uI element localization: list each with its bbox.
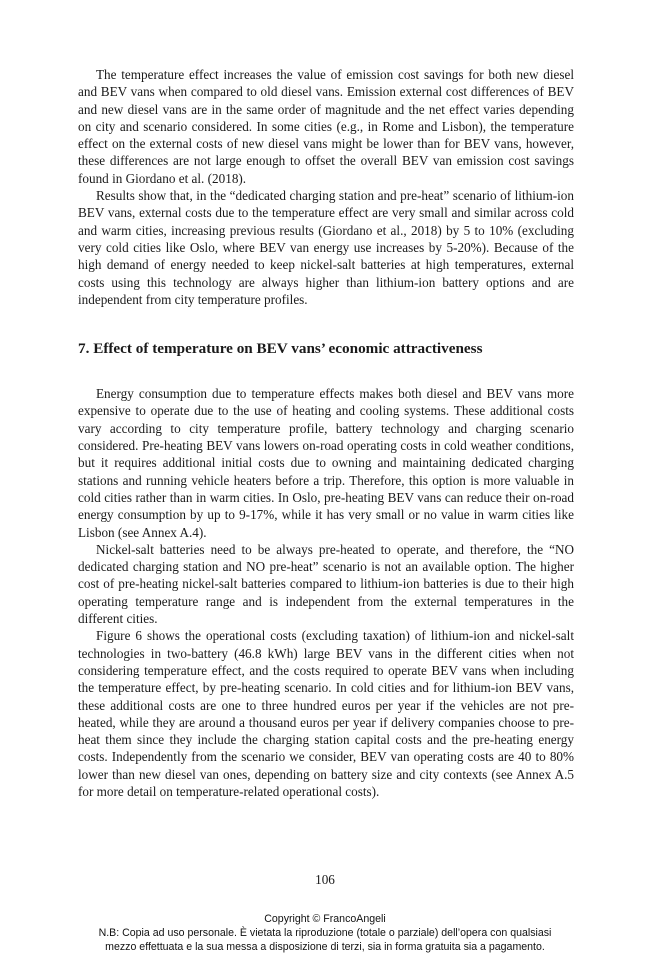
paragraph-figure-6: Figure 6 shows the operational costs (excluding taxation) of lithium-ion and nickel-salt technologies in two-battery (46.8 kWh) large BEV vans in the different cities when not considering temperature effect, and the costs required to operate BEV vans when including the temperature effect, by pre-heating scenario. In cold cities and for lithium-ion BEV vans, these additional costs are one to three hundred euros per year if the vehicles are not pre-heated, while they are around a thousand euros per year if delivery companies choose to pre-heat them since they include the charging station capital costs and the pre-heating energy costs. Independently from the scenario we consider, BEV van operating costs are 40 to 80% lower than new diesel van ones, depending on battery size and city contexts (see Annex A.5 for more detail on temperature-related operational costs). — [78, 628, 574, 799]
paragraph-temperature-effect: The temperature effect increases the value of emission cost savings for both new diesel and BEV vans when compared to old diesel vans. Emission external cost differences of BEV and new diesel vans are in the same order of magnitude and the net effect varies depending on city and scenario considered. In some cities (e.g., in Rome and Lisbon), the temperature effect on the external costs of new diesel vans might be lower than for BEV vans, however, these differences are not large enough to offset the overall BEV van emission cost savings found in Giordano et al. (2018). — [78, 67, 574, 186]
page-body — [78, 66, 574, 800]
paragraph-nickel-salt: Nickel-salt batteries need to be always pre-heated to operate, and therefore, the “NO dedicated charging station and NO pre-heat” scenario is not an available option. The higher cost of pre-heating nickel-salt batteries compared to lithium-ion batteries is due to their high operating temperature range and is independent from the external temperatures in the different cities. — [78, 541, 574, 627]
copyright-line: Copyright © FrancoAngeli — [264, 913, 386, 925]
notice-line-1: N.B: Copia ad uso personale. È vietata la riproduzione (totale o parziale) dell’opera con qualsiasi — [98, 927, 552, 939]
section-heading: 7. Effect of temperature on BEV vans’ economic attractiveness — [78, 340, 483, 358]
paragraph-energy-consumption: Energy consumption due to temperature effects makes both diesel and BEV vans more expensive to operate due to the use of heating and cooling systems. These additional costs vary according to city temperature profile, battery technology and charging scenario considered. Pre-heating BEV vans lowers on-road operating costs in cold weather conditions, but it requires additional initial costs due to owning and maintaining dedicated charging stations and running vehicle heaters before a trip. Therefore, this option is more valuable in cold cities rather than in warm cities. In Oslo, pre-heating BEV vans can reduce their on-road energy consumption by up to 9-17%, while it has very small or no value in warm cities like Lisbon (see Annex A.4). — [78, 386, 574, 540]
copyright-footer — [0, 912, 650, 954]
notice-line-2: mezzo effettuata e la sua messa a disposizione di terzi, sia in forma gratuita sia a pagamento. — [105, 941, 545, 953]
page-number: 106 — [315, 872, 335, 887]
paragraph-results: Results show that, in the “dedicated charging station and pre-heat” scenario of lithium-ion BEV vans, external costs due to the temperature effect are very small and similar across cold and warm cities, increasing previous results (Giordano et al., 2018) by 5 to 10% (excluding very cold cities like Oslo, where BEV van energy use increases by 5-20%). Because of the high demand of energy needed to keep nickel-salt batteries at high temperatures, external costs using this technology are always higher than lithium-ion battery options and are independent from city temperature profiles. — [78, 188, 574, 307]
